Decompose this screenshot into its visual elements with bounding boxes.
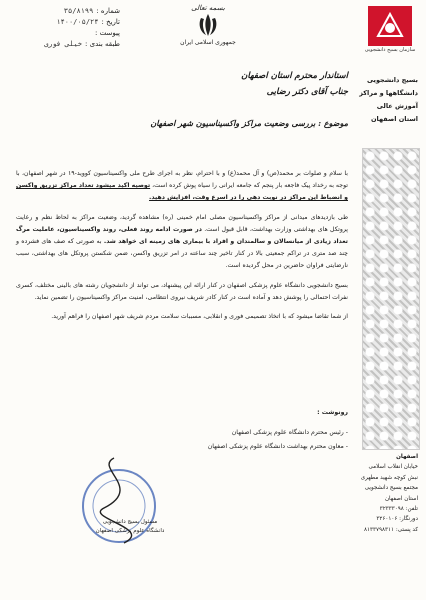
paragraph-1 bbox=[16, 168, 348, 205]
footer-city: اصفهان bbox=[396, 454, 418, 460]
paragraph-2-emphasis: در صورت ادامه روند فعلی، روند واکسیناسیون، عاملیت مرگ تعداد زیادی از میانسالان و سالمندان و افراد با بیماری های زمینه ای خواهد شد. bbox=[16, 225, 349, 246]
letter-meta bbox=[20, 6, 120, 50]
letter-body bbox=[16, 168, 348, 330]
org-logo bbox=[368, 6, 412, 46]
paragraph-2-tail: به صورتی که صف های فشرده و چند صد متری در تراکم جمعیتی بالا در کنار تاخیر چند ساعته در امر تزریق واکسن، ضمن شکستن پروتکل های بهداشتی، سبب نارضایتی فراوان حاضرین در محل گردیده است. bbox=[16, 238, 348, 270]
classification-label: طبقه بندی : bbox=[85, 40, 120, 48]
classification-value: خیلی فوری bbox=[44, 40, 82, 48]
addressee-title: استاندار محترم استان اصفهان bbox=[241, 71, 348, 81]
cc-item: - رئیس محترم دانشگاه علوم پزشکی اصفهان bbox=[98, 426, 348, 440]
logo-caption: سازمان بسیج دانشجویی bbox=[364, 47, 416, 53]
footer-line: نبش کوچه شهید مطهری bbox=[360, 474, 418, 481]
date-value: ۱۴۰۰/۰۵/۲۴ bbox=[56, 18, 99, 26]
basij-logo-icon bbox=[368, 6, 412, 46]
number-value: ۳۵/۸۱۹۹ bbox=[63, 7, 94, 15]
org-name-line: دانشگاهها و مراکز bbox=[359, 89, 418, 97]
org-name bbox=[338, 74, 418, 126]
country-label: جمهوری اسلامی ایران bbox=[180, 39, 236, 46]
cc-item: - معاون محترم بهداشت دانشگاه علوم پزشکی اصفهان bbox=[98, 440, 348, 454]
footer-phone: تلفن: ۳۲۳۳۳۰۹۸ bbox=[379, 506, 418, 513]
footer-fax: دورنگار: ۳۲۶۰۱۰۶ bbox=[376, 516, 418, 523]
paragraph-1-text: با سلام و صلوات بر محمد(ص) و آل محمد(ع) و با احترام، نظر به اجرای طرح ملی واکسیناسیون کووید-۱۹ در شهر اصفهان، با توجه به رخداد پیک فاجعه بار پنجم که جامعه ایرانی را سیاه پوش کرده است، bbox=[16, 170, 348, 190]
carbon-copy bbox=[98, 406, 348, 454]
letterhead-center bbox=[172, 4, 244, 46]
date-label: تاریخ : bbox=[101, 18, 120, 26]
signature-org: دانشگاه علوم پزشکی اصفهان bbox=[95, 528, 165, 534]
signature-title: مسئول بسیج دانشجویی bbox=[102, 519, 158, 525]
paragraph-2 bbox=[16, 212, 348, 273]
org-name-line: آموزش عالی bbox=[376, 102, 418, 110]
paragraph-1-emphasis: توصیه اکید میشود تعداد مراکز تزریق واکسن و انضباط این مراکز در نوبت دهی را در اسرع وقت، افزایش دهید. bbox=[16, 182, 348, 202]
addressee bbox=[68, 68, 348, 100]
footer-postal-code: کد پستی: ۸۱۳۳۷۹۸۳۱۱ bbox=[364, 526, 418, 533]
footer-line: خیابان انقلاب اسلامی bbox=[368, 464, 418, 471]
number-label: شماره : bbox=[96, 7, 120, 15]
signature-text bbox=[90, 518, 170, 536]
org-name-line: بسیج دانشجویی bbox=[366, 76, 418, 84]
contact-footer bbox=[352, 452, 418, 535]
footer-line: استان اصفهان bbox=[384, 495, 418, 502]
paragraph-2-lead: طی بازدیدهای میدانی از مراکز واکسیناسیون مصلی امام خمینی (ره) مشاهده گردید، وضعیت مراکز به لحاظ نظم و رعایت پروتکل های بهداشتی وزارت بهداشت، قابل قبول است. bbox=[16, 213, 349, 233]
footer-line: مجتمع بسیج دانشجویی bbox=[364, 485, 418, 492]
addressee-name: جناب آقای دکتر رضایی bbox=[266, 87, 348, 97]
subject-line: موضوع : بررسی وضعیت مراکز واکسیناسیون شهر اصفهان bbox=[150, 118, 348, 128]
attachment-label: پیوست : bbox=[95, 29, 120, 37]
paragraph-3: بسیج دانشجویی دانشگاه علوم پزشکی اصفهان در کنار ارائه این پیشنهاد، می تواند از دانشجویان رشته های بالینی مختلف، کسری نفرات احتمالی را پوشش دهد و آماده است در کنار کادر شریف نیروی انتظامی، امنیت مراکز واکسیناسیون را تضمین نماید. bbox=[16, 281, 348, 301]
emblem-text: بسمه تعالی bbox=[191, 4, 225, 12]
org-name-line: استان اصفهان bbox=[371, 115, 418, 123]
paragraph-4: از شما تقاضا میشود که با اتخاذ تصمیمی فوری و انقلابی، مسببات سلامت مردم شریف شهر اصفهان را فراهم آورید. bbox=[51, 313, 348, 321]
decorative-band bbox=[362, 148, 420, 450]
iran-emblem-icon bbox=[196, 12, 220, 38]
cc-heading: رونوشت : bbox=[317, 409, 348, 416]
